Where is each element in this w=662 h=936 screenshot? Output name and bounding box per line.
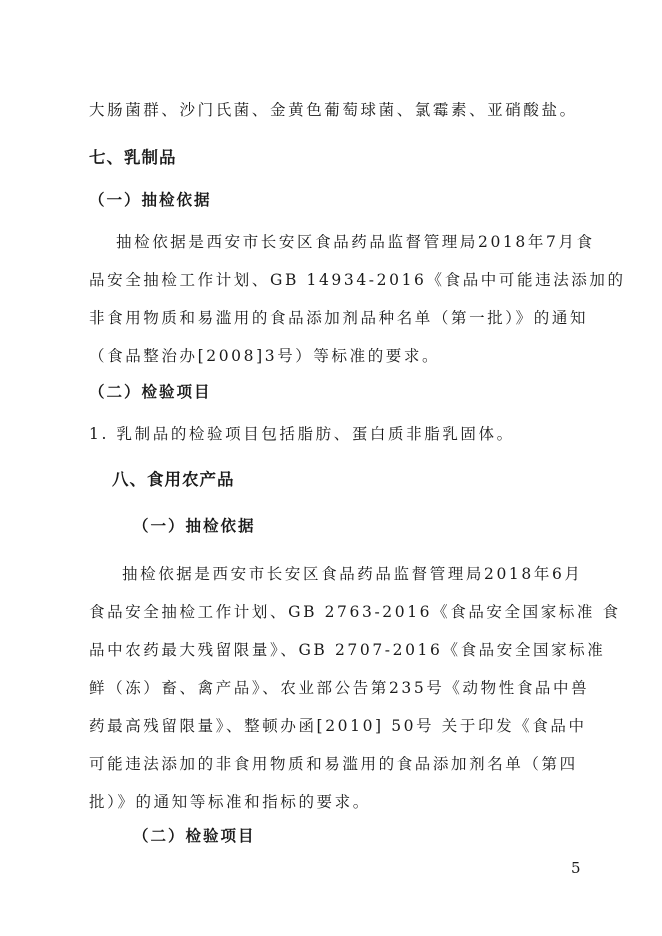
body-text-line: 批）》的通知等标准和指标的要求。 <box>89 793 371 811</box>
body-text-line: 鲜（冻）畜、禽产品》、农业部公告第235号《动物性食品中兽 <box>89 679 590 697</box>
body-text-line: 1. 乳制品的检验项目包括脂肪、蛋白质非脂乳固体。 <box>89 425 515 443</box>
section-heading-agri-products: 八、食用农产品 <box>112 470 235 489</box>
section-heading-dairy: 七、乳制品 <box>89 148 177 167</box>
subsection-heading-basis: （一）抽检依据 <box>89 191 212 209</box>
body-text-line: 品中农药最大残留限量》、GB 2707-2016《食品安全国家标准 <box>89 641 606 659</box>
body-text-line: 可能违法添加的非食用物质和易滥用的食品添加剂名单（第四 <box>89 755 578 773</box>
subsection-heading-basis: （一）抽检依据 <box>133 517 256 535</box>
body-text-line: 抽检依据是西安市长安区食品药品监督管理局2018年7月食 <box>116 233 595 251</box>
page-number: 5 <box>571 859 581 877</box>
body-text-line: 品安全抽检工作计划、GB 14934-2016《食品中可能违法添加的 <box>89 271 626 289</box>
body-text-line: （食品整治办[2008]3号）等标准的要求。 <box>89 347 441 365</box>
subsection-heading-items: （二）检验项目 <box>133 827 256 845</box>
body-text-line: 非食用物质和易滥用的食品添加剂品种名单（第一批）》的通知 <box>89 309 589 327</box>
body-text-line: 抽检依据是西安市长安区食品药品监督管理局2018年6月 <box>122 565 583 583</box>
subsection-heading-items: （二）检验项目 <box>89 383 212 401</box>
body-text-line: 药最高残留限量》、整顿办函[2010] 50号 关于印发《食品中 <box>89 717 587 735</box>
body-text-line: 食品安全抽检工作计划、GB 2763-2016《食品安全国家标准 食 <box>89 603 621 621</box>
body-text-line: 大肠菌群、沙门氏菌、金黄色葡萄球菌、氯霉素、亚硝酸盐。 <box>89 101 578 119</box>
